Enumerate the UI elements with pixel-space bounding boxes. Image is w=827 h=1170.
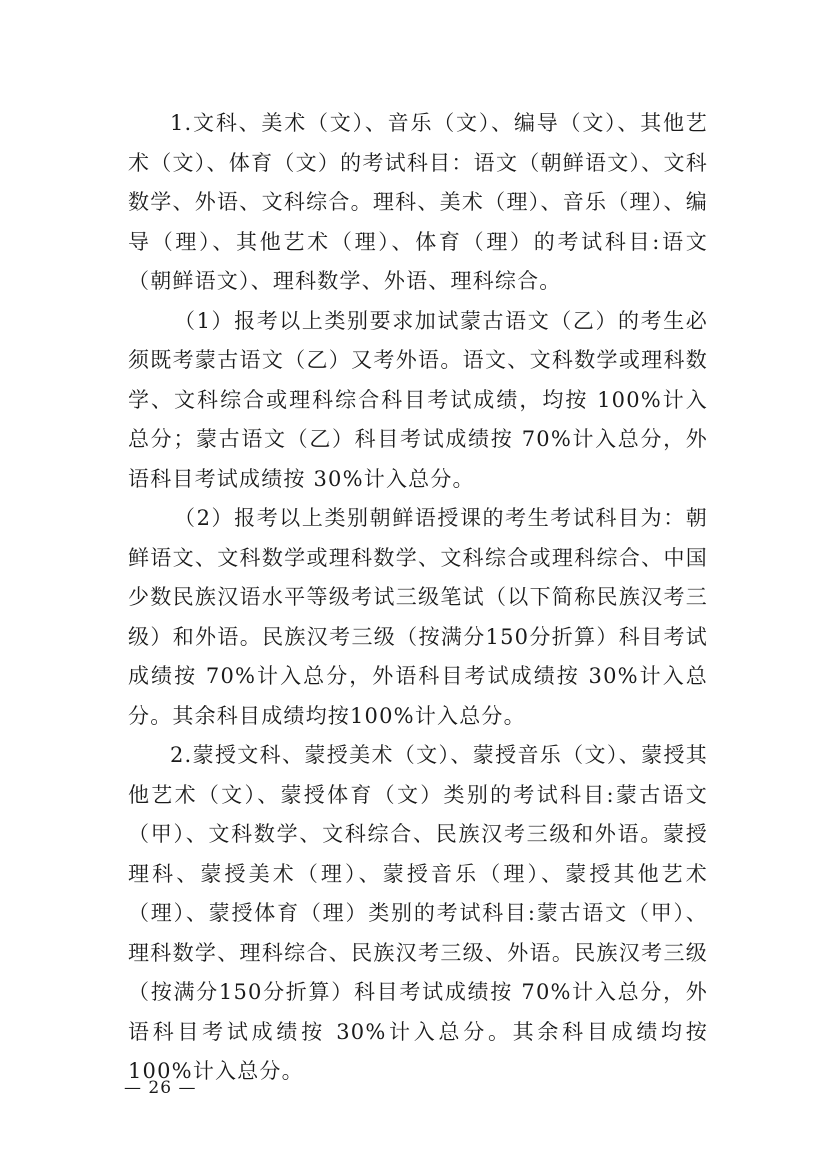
page-number: — 26 — xyxy=(124,1078,197,1098)
paragraph-mongolian-b-requirement: （1）报考以上类别要求加试蒙古语文（乙）的考生必须既考蒙古语文（乙）又考外语。语文、文科数学或理科数学、文科综合或理科综合科目考试成绩，均按 100%计入总分；蒙古语文（乙）科目考试成绩按 70%计入总分，外语科目考试成绩按 30%计入总分。 xyxy=(128,308,708,491)
paragraph-mongolian-instruction-subjects: 2.蒙授文科、蒙授美术（文）、蒙授音乐（文）、蒙授其他艺术（文）、蒙授体育（文）类别的考试科目:蒙古语文（甲）、文科数学、文科综合、民族汉考三级和外语。蒙授理科、蒙授美术（理）、蒙授音乐（理）、蒙授其他艺术（理）、蒙授体育（理）类别的考试科目:蒙古语文（甲）、理科数学、理科综合、民族汉考三级、外语。民族汉考三级（按满分150分折算）科目考试成绩按 70%计入总分，外语科目考试成绩按 30%计入总分。其余科目成绩均按100%计入总分。 xyxy=(128,743,708,1083)
paragraph-korean-instruction: （2）报考以上类别朝鲜语授课的考生考试科目为：朝鲜语文、文科数学或理科数学、文科综合或理科综合、中国少数民族汉语水平等级考试三级笔试（以下简称民族汉考三级）和外语。民族汉考三级（按满分150分折算）科目考试成绩按 70%计入总分，外语科目考试成绩按 30%计入总分。其余科目成绩均按100%计入总分。 xyxy=(128,506,708,728)
paragraph-subjects-arts-science: 1.文科、美术（文）、音乐（文）、编导（文）、其他艺术（文）、体育（文）的考试科目：语文（朝鲜语文）、文科数学、外语、文科综合。理科、美术（理）、音乐（理）、编导（理）、其他艺术（理）、体育（理）的考试科目:语文（朝鲜语文）、理科数学、外语、理科综合。 xyxy=(128,111,708,293)
document-body xyxy=(128,104,708,1092)
